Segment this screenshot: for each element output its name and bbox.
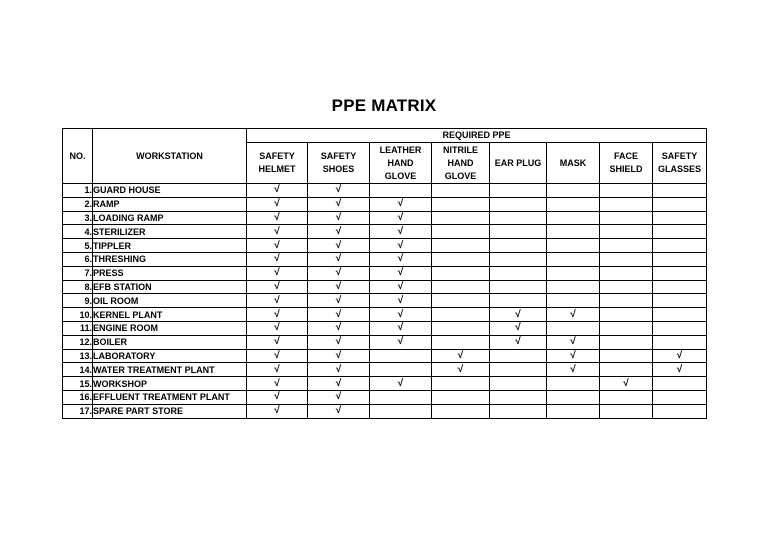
empty-cell: [653, 294, 707, 308]
check-mark: √: [370, 211, 432, 225]
table-row: [63, 197, 707, 211]
row-number: 7.: [63, 266, 93, 280]
row-number: 12.: [63, 335, 93, 349]
check-mark: √: [308, 294, 370, 308]
check-mark: √: [247, 239, 308, 253]
column-header-ppe: [547, 143, 600, 184]
table-row: [63, 349, 707, 363]
check-mark: √: [247, 252, 308, 266]
workstation-name: EFFLUENT TREATMENT PLANT: [93, 390, 247, 404]
empty-cell: [547, 280, 600, 294]
column-header-line: SAFETY: [320, 151, 357, 161]
check-mark: √: [370, 321, 432, 335]
empty-cell: [490, 294, 547, 308]
check-mark: √: [547, 349, 600, 363]
empty-cell: [432, 294, 490, 308]
empty-cell: [490, 349, 547, 363]
empty-cell: [490, 377, 547, 391]
row-number: 15.: [63, 377, 93, 391]
check-mark: √: [490, 308, 547, 322]
empty-cell: [432, 225, 490, 239]
table-row: [63, 404, 707, 418]
row-number: 17.: [63, 404, 93, 418]
table-row: [63, 239, 707, 253]
empty-cell: [653, 308, 707, 322]
workstation-name: BOILER: [93, 335, 247, 349]
check-mark: √: [247, 335, 308, 349]
empty-cell: [600, 211, 653, 225]
empty-cell: [547, 390, 600, 404]
empty-cell: [490, 252, 547, 266]
check-mark: √: [308, 211, 370, 225]
empty-cell: [370, 390, 432, 404]
empty-cell: [653, 225, 707, 239]
check-mark: √: [308, 404, 370, 418]
column-header-ppe: [490, 143, 547, 184]
empty-cell: [653, 197, 707, 211]
empty-cell: [432, 404, 490, 418]
column-header-line: SHIELD: [609, 164, 643, 174]
workstation-name: SPARE PART STORE: [93, 404, 247, 418]
empty-cell: [600, 349, 653, 363]
table-row: [63, 225, 707, 239]
check-mark: √: [370, 239, 432, 253]
empty-cell: [600, 225, 653, 239]
check-mark: √: [247, 377, 308, 391]
row-number: 10.: [63, 308, 93, 322]
empty-cell: [600, 404, 653, 418]
empty-cell: [600, 239, 653, 253]
check-mark: √: [547, 308, 600, 322]
empty-cell: [600, 252, 653, 266]
row-number: 8.: [63, 280, 93, 294]
workstation-name: TIPPLER: [93, 239, 247, 253]
check-mark: √: [490, 321, 547, 335]
empty-cell: [600, 321, 653, 335]
empty-cell: [600, 294, 653, 308]
check-mark: √: [308, 225, 370, 239]
check-mark: √: [308, 197, 370, 211]
check-mark: √: [247, 390, 308, 404]
empty-cell: [370, 184, 432, 198]
empty-cell: [600, 308, 653, 322]
check-mark: √: [247, 404, 308, 418]
empty-cell: [370, 349, 432, 363]
workstation-name: STERILIZER: [93, 225, 247, 239]
empty-cell: [432, 321, 490, 335]
check-mark: √: [308, 363, 370, 377]
check-mark: √: [370, 308, 432, 322]
empty-cell: [490, 404, 547, 418]
empty-cell: [600, 390, 653, 404]
row-number: 6.: [63, 252, 93, 266]
table-row: [63, 211, 707, 225]
empty-cell: [653, 321, 707, 335]
column-header-line: NITRILE: [443, 144, 478, 155]
row-number: 1.: [63, 184, 93, 198]
column-header-line: EAR PLUG: [494, 157, 542, 168]
check-mark: √: [432, 363, 490, 377]
column-header-line: GLASSES: [658, 164, 702, 174]
column-header-ppe: [432, 143, 490, 184]
empty-cell: [432, 390, 490, 404]
empty-cell: [432, 335, 490, 349]
table-row: [63, 294, 707, 308]
empty-cell: [653, 377, 707, 391]
empty-cell: [600, 363, 653, 377]
empty-cell: [432, 184, 490, 198]
empty-cell: [370, 404, 432, 418]
row-number: 11.: [63, 321, 93, 335]
workstation-name: LOADING RAMP: [93, 211, 247, 225]
empty-cell: [653, 184, 707, 198]
column-group-required-ppe: REQUIRED PPE: [247, 129, 707, 143]
check-mark: √: [370, 252, 432, 266]
check-mark: √: [247, 197, 308, 211]
check-mark: √: [247, 280, 308, 294]
check-mark: √: [308, 349, 370, 363]
empty-cell: [653, 266, 707, 280]
empty-cell: [653, 390, 707, 404]
check-mark: √: [247, 349, 308, 363]
empty-cell: [653, 404, 707, 418]
check-mark: √: [247, 294, 308, 308]
column-header-ppe: [247, 143, 308, 184]
empty-cell: [600, 266, 653, 280]
column-header-ppe: [600, 143, 653, 184]
workstation-name: LABORATORY: [93, 349, 247, 363]
empty-cell: [600, 335, 653, 349]
table-row: [63, 377, 707, 391]
empty-cell: [547, 197, 600, 211]
column-header-line: SHOES: [322, 164, 355, 174]
empty-cell: [432, 280, 490, 294]
table-row: [63, 335, 707, 349]
row-number: 16.: [63, 390, 93, 404]
check-mark: √: [247, 225, 308, 239]
check-mark: √: [370, 280, 432, 294]
empty-cell: [547, 225, 600, 239]
check-mark: √: [370, 335, 432, 349]
empty-cell: [490, 390, 547, 404]
column-header-line: GLOVE: [444, 170, 477, 181]
column-header-line: HAND: [387, 157, 414, 168]
workstation-name: ENGINE ROOM: [93, 321, 247, 335]
empty-cell: [490, 239, 547, 253]
header-row-group: [63, 129, 707, 143]
table-row: [63, 363, 707, 377]
empty-cell: [547, 377, 600, 391]
column-header-line: SAFETY: [259, 151, 295, 161]
table-row: [63, 184, 707, 198]
empty-cell: [432, 211, 490, 225]
check-mark: √: [247, 321, 308, 335]
workstation-name: RAMP: [93, 197, 247, 211]
row-number: 2.: [63, 197, 93, 211]
empty-cell: [547, 404, 600, 418]
table-row: [63, 308, 707, 322]
column-header-line: GLOVE: [384, 170, 417, 181]
check-mark: √: [247, 308, 308, 322]
row-number: 14.: [63, 363, 93, 377]
check-mark: √: [370, 266, 432, 280]
check-mark: √: [370, 197, 432, 211]
check-mark: √: [547, 335, 600, 349]
row-number: 3.: [63, 211, 93, 225]
check-mark: √: [370, 377, 432, 391]
check-mark: √: [247, 184, 308, 198]
check-mark: √: [308, 184, 370, 198]
empty-cell: [490, 363, 547, 377]
check-mark: √: [247, 211, 308, 225]
column-header-line: HAND: [447, 157, 474, 168]
workstation-name: KERNEL PLANT: [93, 308, 247, 322]
check-mark: √: [653, 363, 707, 377]
workstation-name: PRESS: [93, 266, 247, 280]
check-mark: √: [547, 363, 600, 377]
row-number: 4.: [63, 225, 93, 239]
column-header-line: SAFETY: [661, 151, 698, 161]
check-mark: √: [308, 252, 370, 266]
table-row: [63, 280, 707, 294]
empty-cell: [432, 377, 490, 391]
column-header-ppe: [308, 143, 370, 184]
check-mark: √: [247, 363, 308, 377]
workstation-name: WORKSHOP: [93, 377, 247, 391]
empty-cell: [600, 184, 653, 198]
check-mark: √: [308, 335, 370, 349]
empty-cell: [653, 211, 707, 225]
check-mark: √: [653, 349, 707, 363]
check-mark: √: [247, 266, 308, 280]
empty-cell: [547, 252, 600, 266]
check-mark: √: [308, 377, 370, 391]
table-row: [63, 390, 707, 404]
check-mark: √: [370, 225, 432, 239]
row-number: 5.: [63, 239, 93, 253]
column-header-no: NO.: [63, 129, 93, 184]
ppe-matrix-table: [62, 128, 707, 419]
column-header-ppe: [653, 143, 707, 184]
table-row: [63, 252, 707, 266]
column-header-line: LEATHER: [379, 144, 422, 155]
empty-cell: [490, 280, 547, 294]
empty-cell: [547, 266, 600, 280]
page-title: PPE MATRIX: [331, 96, 437, 115]
check-mark: √: [308, 239, 370, 253]
matrix-body: [63, 184, 707, 419]
empty-cell: [432, 197, 490, 211]
check-mark: √: [432, 349, 490, 363]
empty-cell: [547, 184, 600, 198]
workstation-name: THRESHING: [93, 252, 247, 266]
workstation-name: GUARD HOUSE: [93, 184, 247, 198]
column-header-line: FACE: [613, 151, 638, 161]
workstation-name: OIL ROOM: [93, 294, 247, 308]
row-number: 9.: [63, 294, 93, 308]
check-mark: √: [490, 335, 547, 349]
empty-cell: [432, 266, 490, 280]
empty-cell: [653, 280, 707, 294]
column-header-line: MASK: [559, 157, 587, 168]
check-mark: √: [308, 266, 370, 280]
empty-cell: [653, 239, 707, 253]
empty-cell: [490, 211, 547, 225]
row-number: 13.: [63, 349, 93, 363]
check-mark: √: [600, 377, 653, 391]
check-mark: √: [308, 308, 370, 322]
empty-cell: [490, 184, 547, 198]
empty-cell: [490, 197, 547, 211]
empty-cell: [653, 335, 707, 349]
empty-cell: [547, 294, 600, 308]
column-header-ppe: [370, 143, 432, 184]
empty-cell: [490, 225, 547, 239]
empty-cell: [490, 266, 547, 280]
workstation-name: WATER TREATMENT PLANT: [93, 363, 247, 377]
empty-cell: [600, 197, 653, 211]
table-row: [63, 321, 707, 335]
empty-cell: [547, 239, 600, 253]
check-mark: √: [308, 280, 370, 294]
empty-cell: [547, 211, 600, 225]
empty-cell: [547, 321, 600, 335]
check-mark: √: [308, 390, 370, 404]
empty-cell: [653, 252, 707, 266]
table-row: [63, 266, 707, 280]
check-mark: √: [370, 294, 432, 308]
workstation-name: EFB STATION: [93, 280, 247, 294]
column-header-line: HELMET: [258, 164, 296, 174]
column-header-workstation: WORKSTATION: [93, 129, 247, 184]
empty-cell: [370, 363, 432, 377]
empty-cell: [432, 252, 490, 266]
empty-cell: [432, 308, 490, 322]
empty-cell: [432, 239, 490, 253]
empty-cell: [600, 280, 653, 294]
check-mark: √: [308, 321, 370, 335]
